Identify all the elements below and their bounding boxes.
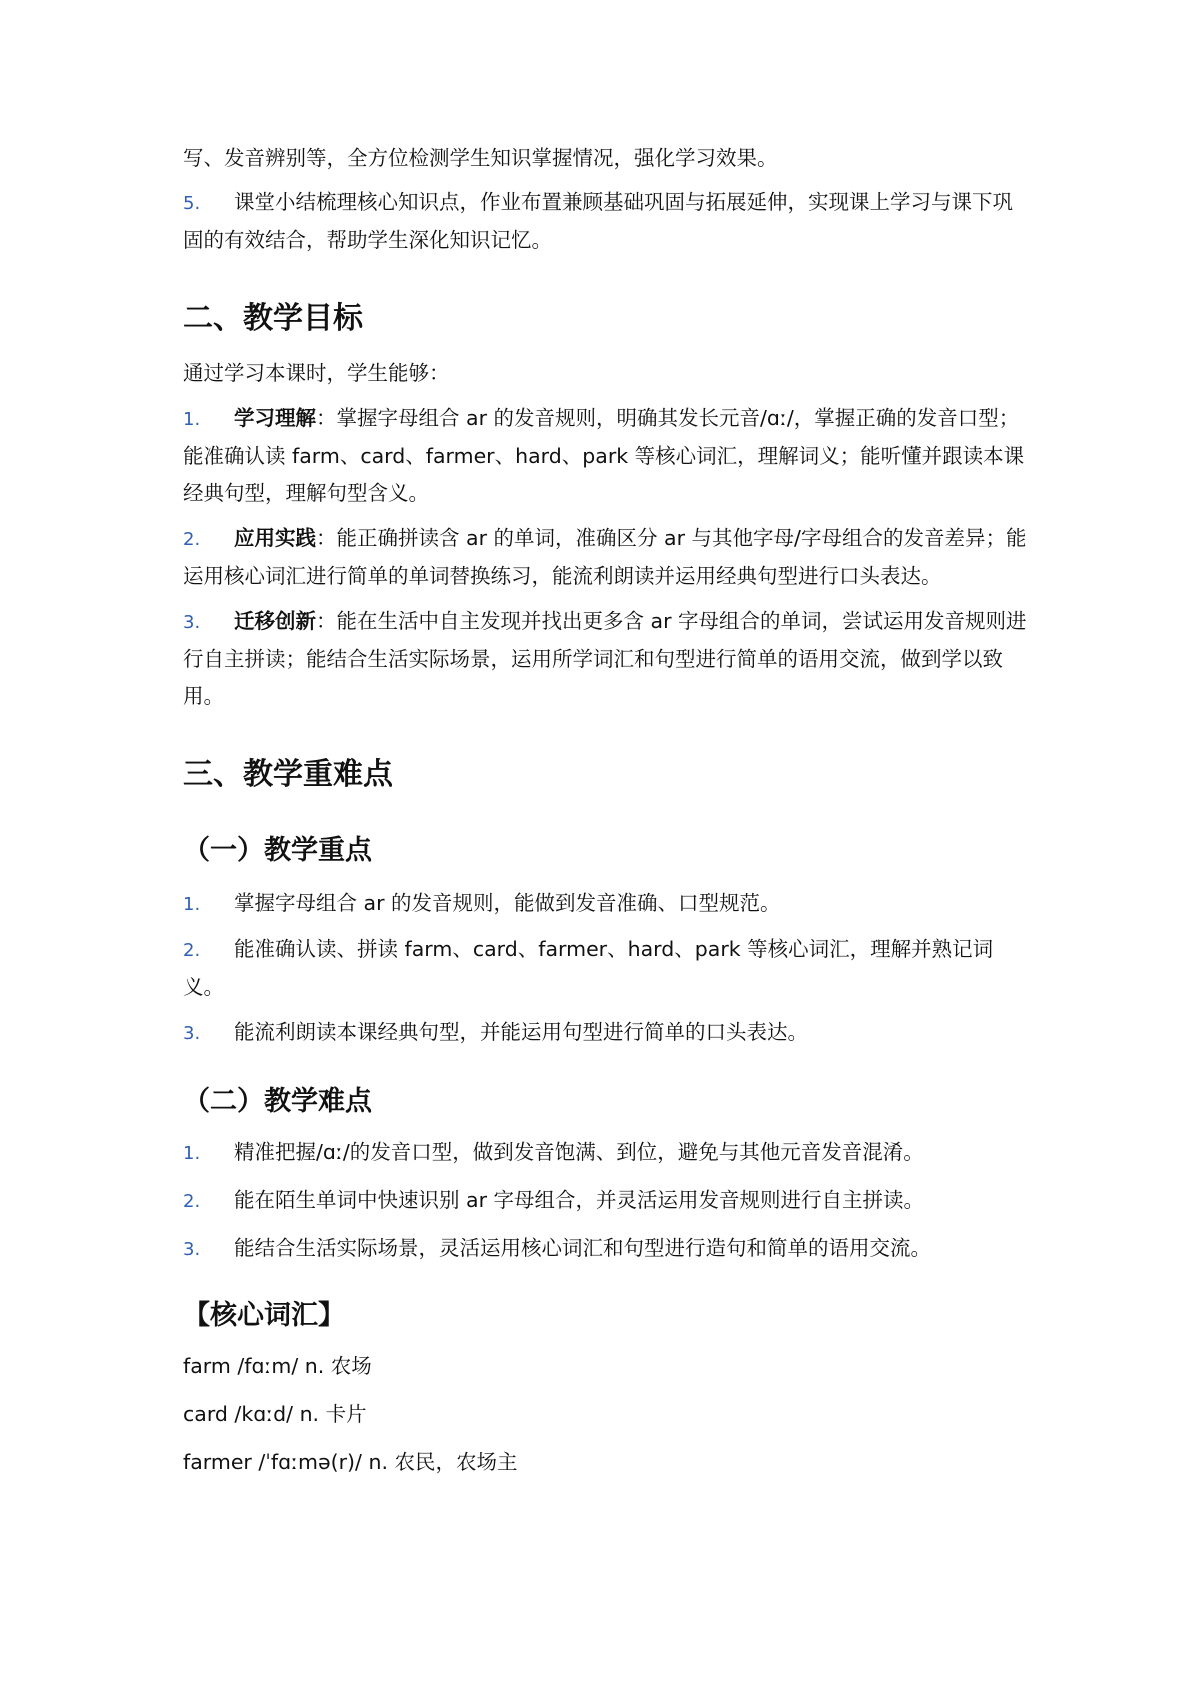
list-number: 3. <box>183 1239 201 1260</box>
vocab-entry: farmer /ˈfɑːmə(r)/ n. 农民，农场主 <box>183 1450 518 1474</box>
list-item-text: 能在陌生单词中快速识别 ar 字母组合，并灵活运用发音规则进行自主拼读。 <box>234 1188 925 1212</box>
list-item-text: 课堂小结梳理核心知识点，作业布置兼顾基础巩固与拓展延伸，实现课上学习与课下巩固的有效结合，帮助学生深化知识记忆。 <box>183 190 1013 252</box>
list-item <box>183 1134 1028 1172</box>
document-page <box>183 140 1028 1481</box>
list-number: 5. <box>183 193 201 214</box>
section-heading-key-points: 三、教学重难点 <box>183 757 393 792</box>
list-item-text: 掌握字母组合 ar 的发音规则，能做到发音准确、口型规范。 <box>234 891 781 915</box>
list-item-text: 精准把握/ɑː/的发音口型，做到发音饱满、到位，避免与其他元音发音混淆。 <box>234 1140 924 1164</box>
list-number: 1. <box>183 894 201 915</box>
list-item <box>183 1182 1028 1220</box>
vocab-entry: card /kɑːd/ n. 卡片 <box>183 1402 367 1426</box>
list-number: 1. <box>183 409 201 430</box>
list-item <box>183 931 1028 1006</box>
continuation-paragraph: 写、发音辨别等，全方位检测学生知识掌握情况，强化学习效果。 <box>183 146 778 170</box>
list-number: 2. <box>183 940 201 961</box>
subsection-heading-difficulty: （二）教学难点 <box>183 1086 372 1117</box>
list-item <box>183 184 1028 259</box>
list-item-text: 能准确认读、拼读 farm、card、farmer、hard、park 等核心词汇，理解并熟记词义。 <box>183 937 994 999</box>
list-item-keyword: 应用实践 <box>234 526 316 550</box>
list-item <box>183 603 1028 715</box>
subsection-heading-focus: （一）教学重点 <box>183 835 372 866</box>
list-item <box>183 885 1028 923</box>
list-item-text: 能流利朗读本课经典句型，并能运用句型进行简单的口头表达。 <box>234 1020 808 1044</box>
list-number: 2. <box>183 529 201 550</box>
vocab-entry: farm /fɑːm/ n. 农场 <box>183 1354 372 1378</box>
section-heading-objectives: 二、教学目标 <box>183 301 363 336</box>
list-number: 3. <box>183 612 201 633</box>
list-item-text: ：能在生活中自主发现并找出更多含 ar 字母组合的单词，尝试运用发音规则进行自主拼读；能结合生活实际场景，运用所学词汇和句型进行简单的语用交流，做到学以致用。 <box>183 609 1027 708</box>
list-item-text: 能结合生活实际场景，灵活运用核心词汇和句型进行造句和简单的语用交流。 <box>234 1236 931 1260</box>
list-item <box>183 400 1028 512</box>
list-item <box>183 1230 1028 1268</box>
list-item <box>183 520 1028 595</box>
list-number: 3. <box>183 1023 201 1044</box>
list-item-text: ：掌握字母组合 ar 的发音规则，明确其发长元音/ɑː/，掌握正确的发音口型；能准确认读 farm、card、farmer、hard、park 等核心词汇，理解词义；能听懂并跟读本课经典句型，理解句型含义。 <box>183 406 1025 505</box>
vocab-heading: 【核心词汇】 <box>183 1300 345 1331</box>
list-number: 2. <box>183 1191 201 1212</box>
list-item-keyword: 迁移创新 <box>234 609 316 633</box>
list-item <box>183 1014 1028 1052</box>
section-lead: 通过学习本课时，学生能够： <box>183 361 450 385</box>
list-number: 1. <box>183 1143 201 1164</box>
list-item-text: ：能正确拼读含 ar 的单词，准确区分 ar 与其他字母/字母组合的发音差异；能运用核心词汇进行简单的单词替换练习，能流利朗读并运用经典句型进行口头表达。 <box>183 526 1027 588</box>
list-item-keyword: 学习理解 <box>234 406 316 430</box>
